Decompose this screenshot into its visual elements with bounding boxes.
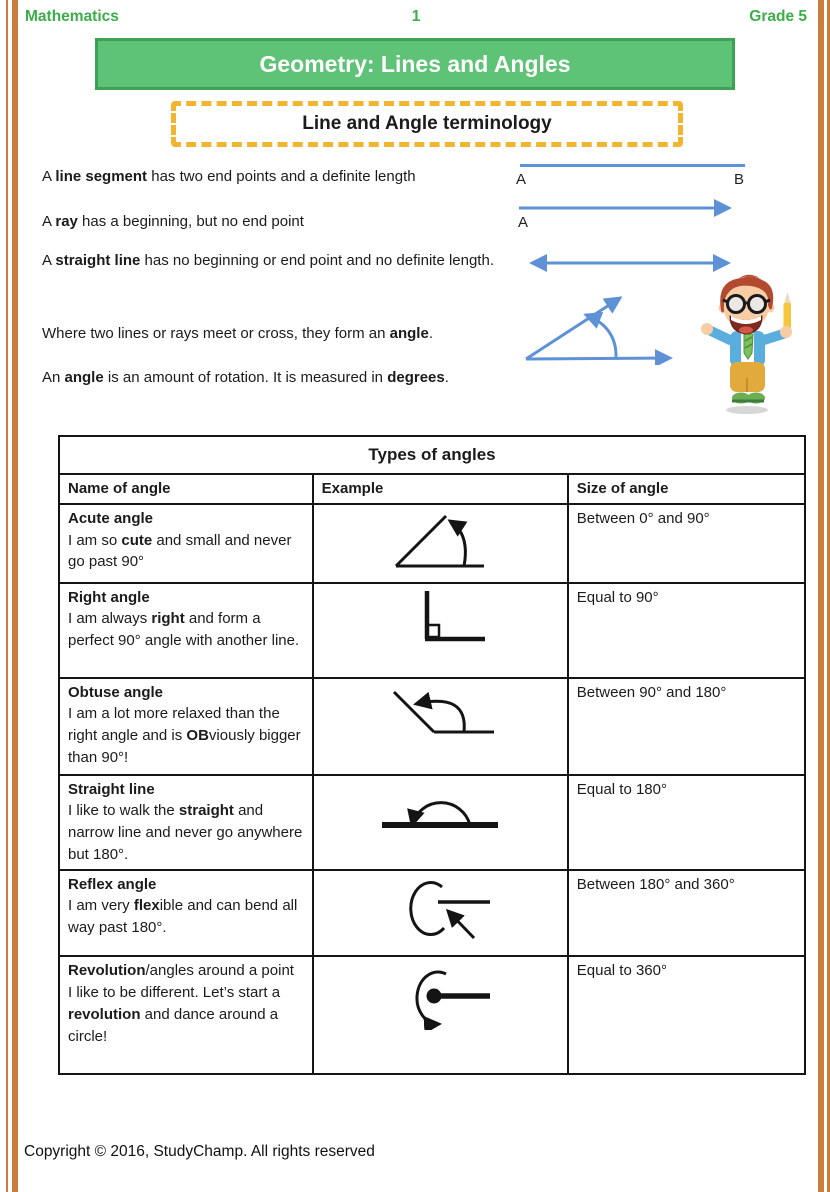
ray-definition: A ray has a beginning, but no end point [42, 213, 304, 230]
angle-example-cell [313, 583, 568, 678]
page-header [25, 8, 807, 26]
angle-name: Revolution/angles around a point [68, 962, 294, 980]
reflex-angle-diagram [384, 874, 496, 946]
point-label-b: B [734, 171, 745, 188]
angle-description: I am so cute and small and never go past 90° [68, 531, 292, 571]
angle-description: I am a lot more relaxed than the right angle and is OBviously bigger than 90°! [68, 705, 301, 766]
angle-description: I like to be different. Let’s start a revolution and dance around a circle! [68, 984, 281, 1045]
angle-name-cell [59, 678, 313, 775]
obtuse-angle-diagram [380, 682, 500, 744]
angle-size-cell: Between 0° and 90° [568, 504, 805, 583]
table-row-obtuse [59, 678, 805, 775]
angle-name: Acute angle [68, 509, 154, 527]
point-label-a: A [516, 171, 527, 188]
table-title: Types of angles [59, 436, 805, 474]
table-row-straight [59, 775, 805, 870]
angle-name-cell [59, 775, 313, 870]
angle-name-cell [59, 956, 313, 1074]
angle-name-cell [59, 583, 313, 678]
straight-line-definition: A straight line has no beginning or end point and no definite length. [42, 252, 494, 269]
table-row-acute [59, 504, 805, 583]
table-row-right [59, 583, 805, 678]
angle-example-cell [313, 775, 568, 870]
types-of-angles-table [58, 435, 806, 1075]
line-segment-definition: A line segment has two end points and a definite length [42, 168, 416, 185]
angle-example-cell [313, 870, 568, 957]
subtitle-text: Line and Angle terminology [302, 113, 552, 134]
ray-point-label-a: A [518, 214, 529, 231]
angle-size-cell: Between 90° and 180° [568, 678, 805, 775]
column-header-name: Name of angle [59, 474, 313, 504]
angle-size-cell: Between 180° and 360° [568, 870, 805, 957]
angle-name: Obtuse angle [68, 683, 164, 701]
page-title: Geometry: Lines and Angles [259, 50, 571, 77]
angle-name: Right angle [68, 588, 150, 606]
page-border-left-thin [6, 0, 8, 1192]
column-header-size: Size of angle [568, 474, 805, 504]
angle-description: I am always right and form a perfect 90° angle with another line. [68, 610, 300, 649]
angle-rotation-definition: An angle is an amount of rotation. It is measured in degrees. [42, 369, 449, 386]
copyright-notice: Copyright © 2016, StudyChamp. All rights reserved [24, 1143, 375, 1160]
page-border-left-thick [12, 0, 18, 1192]
right-angle-diagram [385, 587, 495, 649]
ray-diagram [517, 199, 747, 217]
angle-name: Straight line [68, 780, 155, 798]
angle-name: Reflex angle [68, 875, 157, 893]
title-banner [95, 38, 735, 90]
header-subject: Mathematics [25, 8, 119, 25]
straight-line-diagram [512, 253, 748, 273]
angle-formation-definition: Where two lines or rays meet or cross, they form an angle. [42, 325, 433, 342]
page-border-right-thick [818, 0, 824, 1192]
header-grade: Grade 5 [749, 8, 808, 25]
straight-line-angle-diagram [374, 779, 506, 837]
angle-size-cell: Equal to 360° [568, 956, 805, 1074]
column-header-example: Example [313, 474, 568, 504]
angle-description: I am very flexible and can bend all way past 180°. [68, 897, 298, 936]
table-row-revolution [59, 956, 805, 1074]
header-page-number: 1 [411, 8, 421, 25]
angle-size-cell: Equal to 90° [568, 583, 805, 678]
angle-name-cell [59, 504, 313, 583]
cartoon-mascot [690, 274, 808, 416]
angle-name-cell [59, 870, 313, 957]
revolution-diagram [384, 960, 496, 1030]
angle-example-cell [313, 956, 568, 1074]
table-row-reflex [59, 870, 805, 957]
line-segment-diagram [520, 164, 745, 167]
angle-diagram [520, 281, 692, 365]
subtitle-box [171, 101, 683, 147]
angle-description: I like to walk the straight and narrow line and never go anywhere but 180°. [68, 802, 303, 863]
angle-example-cell [313, 678, 568, 775]
acute-angle-diagram [380, 508, 500, 572]
angle-size-cell: Equal to 180° [568, 775, 805, 870]
angle-example-cell [313, 504, 568, 583]
